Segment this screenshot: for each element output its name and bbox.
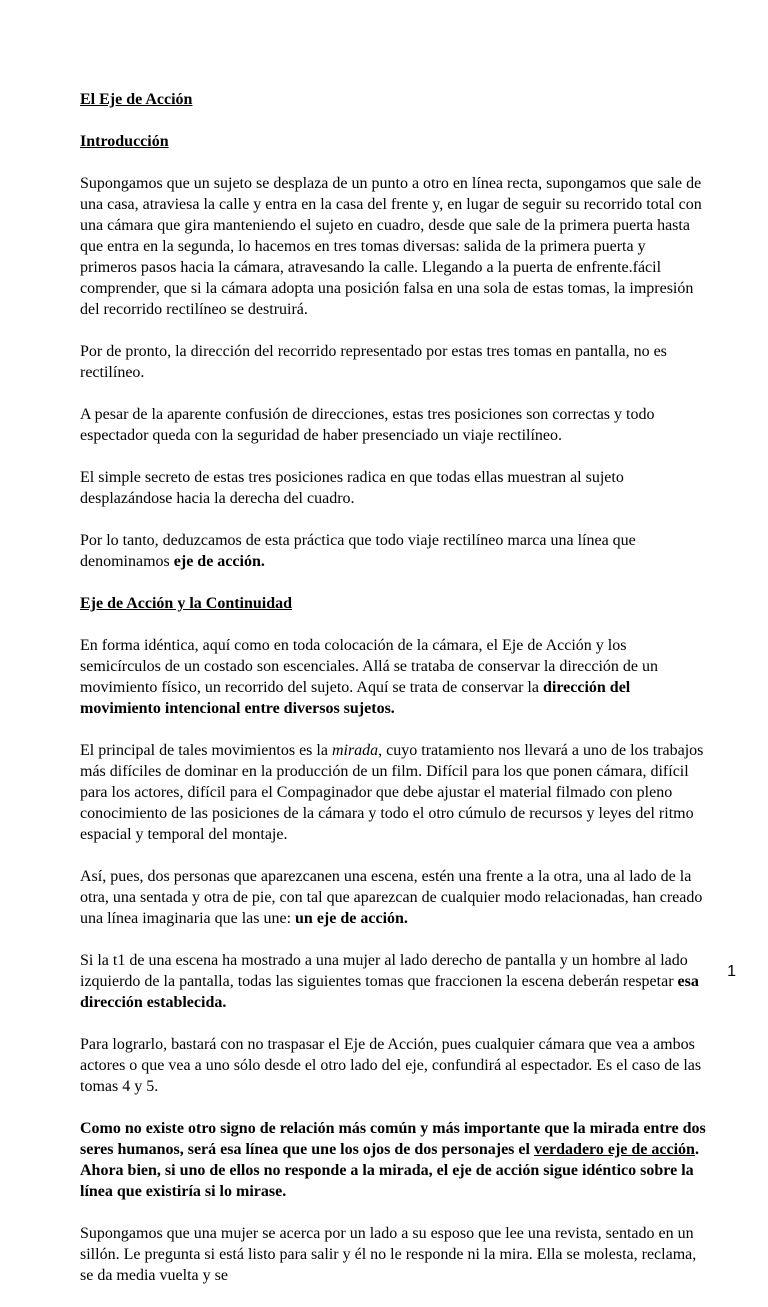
paragraph <box>80 341 706 383</box>
paragraph <box>80 530 706 572</box>
paragraph <box>80 1118 706 1202</box>
text-run: Si la t1 de una escena ha mostrado a una mujer al lado derecho de pantalla y un hombre al lado izquierdo de la pantalla, todas las siguientes tomas que fraccionen la escena deberán respetar <box>80 952 688 990</box>
section-heading <box>80 593 706 614</box>
paragraph <box>80 866 706 929</box>
paragraph <box>80 740 706 845</box>
paragraph <box>80 635 706 719</box>
emphasized-text: esa dirección establecida. <box>80 973 699 1011</box>
emphasized-text: . Ahora bien, si uno de ellos no responde a la mirada, el eje de acción sigue idéntico sobre la línea que existiría si lo mirase. <box>80 1141 699 1200</box>
text-run: Así, pues, dos personas que aparezcanen una escena, estén una frente a la otra, una al lado de la otra, una sentada y otra de pie, con tal que aparezcan de cualquier modo relacionadas, han creado una línea imaginaria que las une: <box>80 868 703 927</box>
emphasized-text: dirección del movimiento intencional entre diversos sujetos. <box>80 679 631 717</box>
emphasized-text: El Eje de Acción <box>80 91 193 108</box>
text-run: El principal de tales movimientos es la <box>80 742 332 759</box>
text-run: En forma idéntica, aquí como en toda colocación de la cámara, el Eje de Acción y los semicírculos de un costado son escenciales. Allá se trataba de conservar la dirección de un movimiento físico, un recorrido del sujeto. Aquí se trata de conservar la <box>80 637 658 696</box>
text-run: El simple secreto de estas tres posiciones radica en que todas ellas muestran al sujeto desplazándose hacia la derecha del cuadro. <box>80 469 624 507</box>
emphasized-text: mirada <box>331 742 379 759</box>
text-run: Por de pronto, la dirección del recorrido representado por estas tres tomas en pantalla, no es rectilíneo. <box>80 343 667 381</box>
emphasized-text: eje de acción. <box>173 553 265 570</box>
document-body <box>80 89 706 1307</box>
page-number: 1 <box>727 963 736 980</box>
paragraph <box>80 404 706 446</box>
text-run: Supongamos que un sujeto se desplaza de un punto a otro en línea recta, supongamos que sale de una casa, atraviesa la calle y entra en la casa del frente y, en lugar de seguir su recorrido total con una cámara que gira manteniendo el sujeto en cuadro, desde que sale de la primera puerta hasta que entra en la segunda, lo hacemos en tres tomas diversas: salida de la primera puerta y primeros pasos hacia la cámara, atravesando la calle. Llegando a la puerta de enfrente.fácil comprender, que si la cámara adopta una posición falsa en una sola de estas tomas, la impresión del recorrido rectilíneo se destruirá. <box>80 175 702 318</box>
paragraph <box>80 1034 706 1097</box>
emphasized-text: Como no existe otro signo de relación más común y más importante que la mirada entre dos seres humanos, será esa línea que une los ojos de dos personajes el <box>80 1120 706 1158</box>
paragraph <box>80 950 706 1013</box>
emphasized-text: verdadero eje de acción <box>533 1141 695 1158</box>
emphasized-text: Eje de Acción y la Continuidad <box>80 595 293 612</box>
text-run: Para lograrlo, bastará con no traspasar el Eje de Acción, pues cualquier cámara que vea a ambos actores o que vea a uno sólo desde el otro lado del eje, confundirá al espectador. Es el caso de las tomas 4 y 5. <box>80 1036 702 1095</box>
text-run: , cuyo tratamiento nos llevará a uno de los trabajos más difíciles de dominar en la producción de un film. Difícil para los que ponen cámara, difícil para los actores, difícil para el Compaginador que debe ajustar el material filmado con pleno conocimiento de las posiciones de la cámara y todo el otro cúmulo de recursos y leyes del ritmo espacial y temporal del montaje. <box>80 742 704 843</box>
text-run: Por lo tanto, deduzcamos de esta práctica que todo viaje rectilíneo marca una línea que denominamos <box>80 532 636 570</box>
paragraph <box>80 1223 706 1286</box>
text-run: Supongamos que una mujer se acerca por un lado a su esposo que lee una revista, sentado en un sillón. Le pregunta si está listo para salir y él no le responde ni la mira. Ella se molesta, reclama, se da media vuelta y se <box>80 1225 697 1284</box>
section-heading <box>80 131 706 152</box>
emphasized-text: un eje de acción. <box>295 910 408 927</box>
paragraph <box>80 467 706 509</box>
text-run: A pesar de la aparente confusión de direcciones, estas tres posiciones son correctas y todo espectador queda con la seguridad de haber presenciado un viaje rectilíneo. <box>80 406 655 444</box>
section-heading <box>80 89 706 110</box>
emphasized-text: Introducción <box>80 133 169 150</box>
paragraph <box>80 173 706 320</box>
